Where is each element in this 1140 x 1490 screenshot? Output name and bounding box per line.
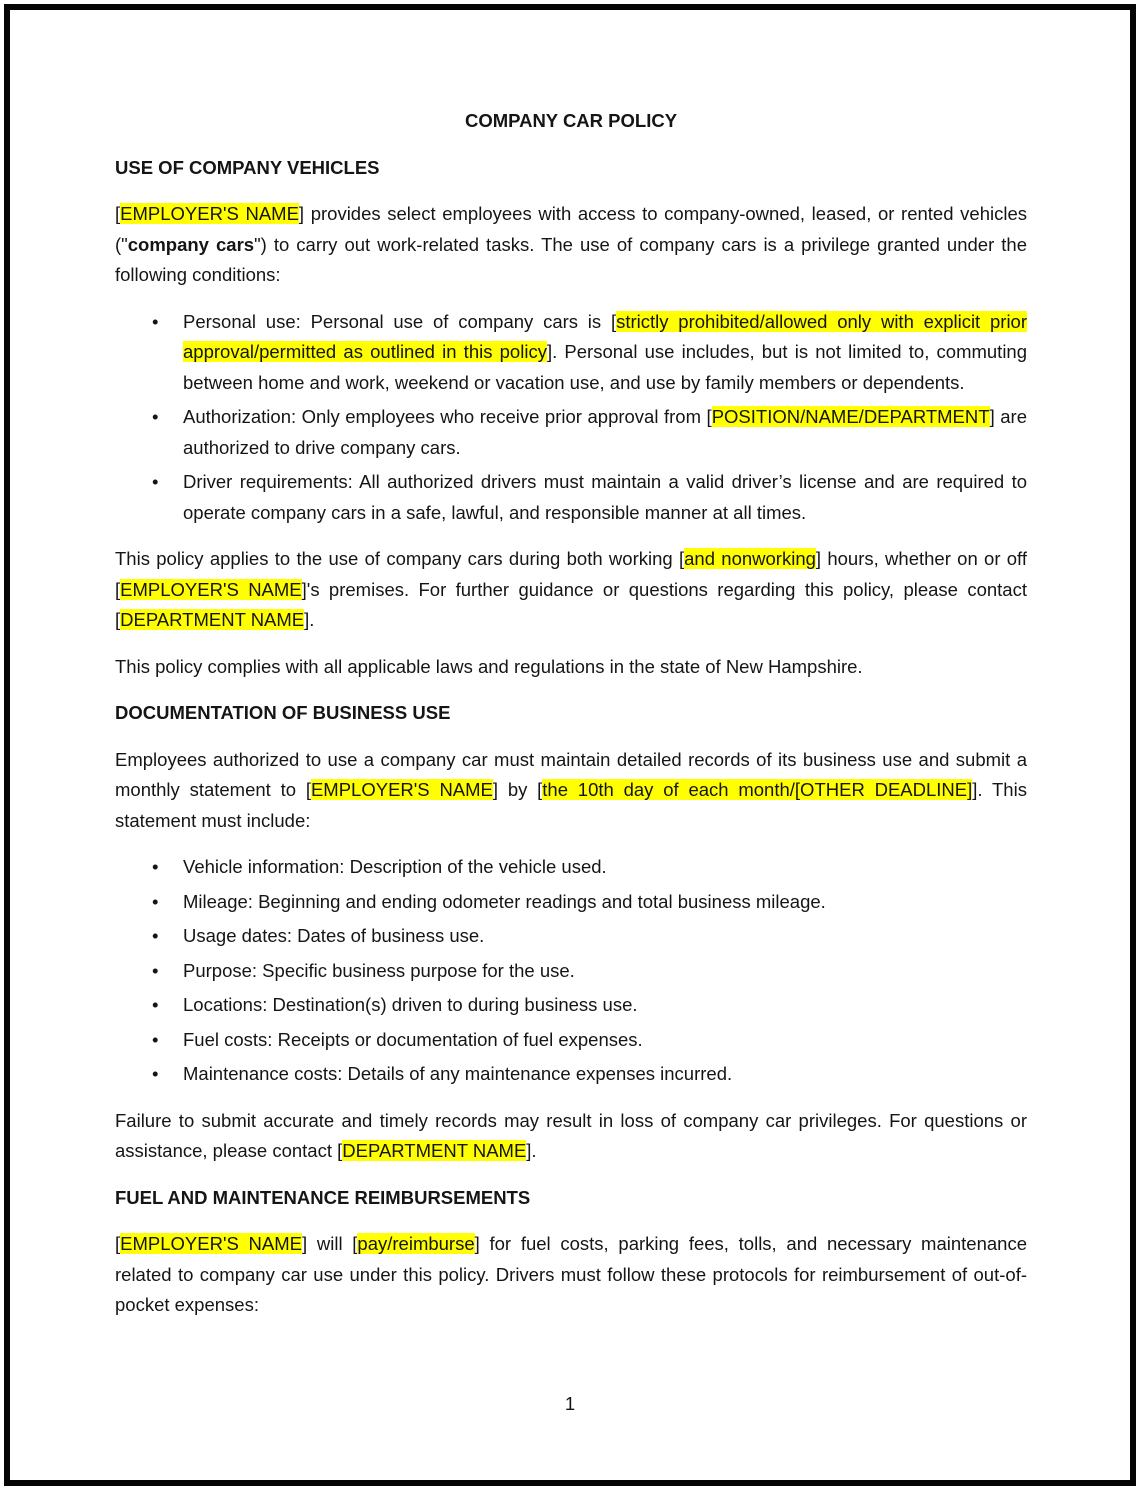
text-run: Vehicle information: Description of the vehicle used. bbox=[183, 856, 607, 877]
bullet-list bbox=[115, 307, 1027, 529]
text-run: company cars bbox=[127, 233, 255, 255]
paragraph bbox=[115, 199, 1027, 291]
highlighted-placeholder: POSITION/NAME/DEPARTMENT bbox=[711, 406, 990, 427]
bullet-item bbox=[152, 467, 1027, 528]
highlighted-placeholder: strictly prohibited/allowed only with explicit prior approval/permitted as outlined in this policy bbox=[183, 310, 1027, 362]
bullet-icon: • bbox=[152, 856, 159, 877]
text-run: ]. This statement must include: bbox=[115, 779, 1027, 831]
bullet-item-text bbox=[183, 311, 1027, 393]
paragraph bbox=[115, 1106, 1027, 1167]
section-heading bbox=[115, 1183, 1027, 1214]
bullet-icon: • bbox=[152, 471, 159, 492]
section-heading bbox=[115, 153, 1027, 184]
page-number: 1 bbox=[564, 1393, 576, 1414]
text-run: ] for fuel costs, parking fees, tolls, and necessary maintenance related to company car use under this policy. Drivers must follow these protocols for reimbursement of out-of-pocket expenses: bbox=[115, 1233, 1027, 1315]
bullet-item bbox=[152, 402, 1027, 463]
highlighted-placeholder: DEPARTMENT NAME bbox=[120, 609, 305, 630]
bullet-item-text bbox=[183, 891, 826, 912]
text-run: Personal use: Personal use of company cars is [ bbox=[183, 310, 617, 332]
highlighted-placeholder: the 10th day of each month/[OTHER DEADLINE] bbox=[542, 779, 973, 800]
text-run: This policy complies with all applicable laws and regulations in the state of New Hampshire. bbox=[115, 655, 863, 677]
bullet-icon: • bbox=[152, 925, 159, 946]
text-run: Purpose: Specific business purpose for the use. bbox=[183, 959, 575, 981]
text-run: USE OF COMPANY VEHICLES bbox=[115, 156, 380, 178]
paragraph bbox=[115, 745, 1027, 837]
text-run: Mileage: Beginning and ending odometer readings and total business mileage. bbox=[183, 890, 826, 912]
text-run: Driver requirements: All authorized drivers must maintain a valid driver’s license and are required to operate company cars in a safe, lawful, and responsible manner at all times. bbox=[183, 471, 1027, 523]
text-run: ] provides select employees with access to company-owned, leased, or rented vehicles (" bbox=[115, 203, 1027, 255]
text-run: ]. Personal use includes, but is not limited to, commuting between home and work, weekend or vacation use, and use by family members or dependents. bbox=[183, 341, 1028, 393]
bullet-item bbox=[152, 852, 1027, 883]
text-run: This policy applies to the use of company cars during both working [ bbox=[115, 548, 685, 569]
text-run: [ bbox=[115, 203, 121, 224]
bullet-item bbox=[152, 1025, 1027, 1056]
text-run: Authorization: Only employees who receive prior approval from [ bbox=[183, 406, 712, 427]
text-run: Fuel costs: Receipts or documentation of fuel expenses. bbox=[183, 1028, 643, 1050]
bullet-item bbox=[152, 1059, 1027, 1090]
highlighted-placeholder: EMPLOYER'S NAME bbox=[310, 779, 493, 800]
text-run: ]. bbox=[526, 1140, 537, 1161]
bullet-item-text bbox=[183, 1029, 643, 1050]
bullet-item bbox=[152, 956, 1027, 987]
bullet-item-text bbox=[183, 471, 1027, 523]
text-run: ] hours, whether on or off [ bbox=[115, 548, 1027, 600]
highlighted-placeholder: and nonworking bbox=[684, 548, 816, 569]
text-run: COMPANY CAR POLICY bbox=[464, 110, 678, 131]
bullet-icon: • bbox=[152, 406, 159, 427]
text-run: ] are authorized to drive company cars. bbox=[183, 406, 1027, 458]
text-run: DOCUMENTATION OF BUSINESS USE bbox=[115, 702, 451, 723]
bullet-list bbox=[115, 852, 1027, 1090]
highlighted-placeholder: EMPLOYER'S NAME bbox=[120, 203, 299, 224]
paragraph bbox=[115, 544, 1027, 636]
text-run: Locations: Destination(s) driven to during business use. bbox=[183, 994, 638, 1015]
bullet-item-text bbox=[183, 1063, 732, 1084]
bullet-icon: • bbox=[152, 890, 159, 912]
text-run: ]'s premises. For further guidance or questions regarding this policy, please contact [ bbox=[115, 578, 1027, 630]
bullet-item-text bbox=[183, 856, 607, 877]
document-body bbox=[115, 106, 1027, 1337]
bullet-item-text bbox=[183, 994, 638, 1015]
bullet-item-text bbox=[183, 960, 575, 981]
highlighted-placeholder: pay/reimburse bbox=[357, 1233, 475, 1254]
paragraph bbox=[115, 1229, 1027, 1321]
bullet-item bbox=[152, 990, 1027, 1021]
text-run: FUEL AND MAINTENANCE REIMBURSEMENTS bbox=[115, 1186, 531, 1208]
text-run: ] by [ bbox=[492, 779, 543, 800]
bullet-item bbox=[152, 921, 1027, 952]
text-run: Maintenance costs: Details of any maintenance expenses incurred. bbox=[183, 1063, 733, 1084]
bullet-icon: • bbox=[152, 310, 159, 332]
section-heading bbox=[115, 698, 1027, 729]
bullet-item-text bbox=[183, 406, 1027, 458]
bullet-icon: • bbox=[152, 1063, 159, 1084]
bullet-icon: • bbox=[152, 994, 159, 1015]
text-run: ") to carry out work-related tasks. The use of company cars is a privilege granted under the following conditions: bbox=[115, 233, 1027, 285]
text-run: Usage dates: Dates of business use. bbox=[183, 925, 485, 946]
text-run: [ bbox=[115, 1233, 121, 1254]
paragraph bbox=[115, 652, 1027, 683]
text-run: ]. bbox=[304, 609, 315, 630]
bullet-item bbox=[152, 887, 1027, 918]
highlighted-placeholder: DEPARTMENT NAME bbox=[342, 1140, 527, 1161]
bullet-item bbox=[152, 307, 1027, 399]
text-run: ] will [ bbox=[302, 1233, 358, 1254]
bullet-icon: • bbox=[152, 1028, 159, 1050]
highlighted-placeholder: EMPLOYER'S NAME bbox=[120, 578, 302, 600]
highlighted-placeholder: EMPLOYER'S NAME bbox=[120, 1233, 302, 1254]
bullet-item-text bbox=[183, 925, 484, 946]
text-run: Failure to submit accurate and timely records may result in loss of company car privileges. For questions or assistance, please contact [ bbox=[115, 1109, 1027, 1161]
document-title bbox=[115, 106, 1027, 137]
bullet-icon: • bbox=[152, 959, 159, 981]
text-run: Employees authorized to use a company car must maintain detailed records of its business use and submit a monthly statement to [ bbox=[115, 748, 1027, 800]
